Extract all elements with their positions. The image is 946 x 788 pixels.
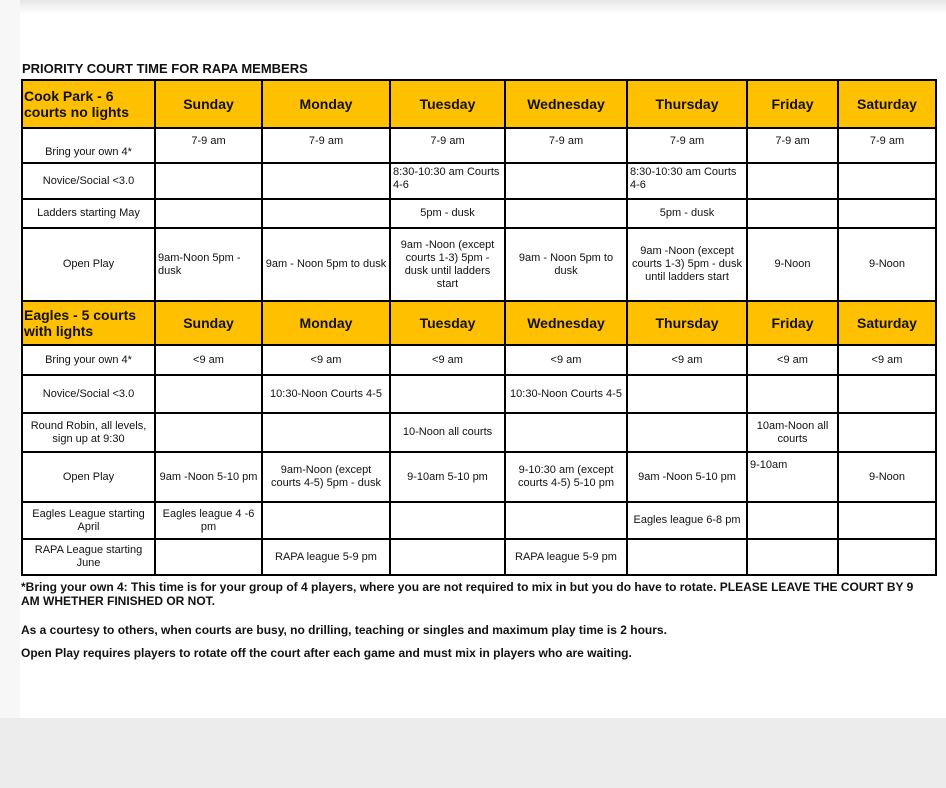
- cook-row-byo4: [22, 128, 936, 163]
- schedule-cell: [390, 539, 505, 575]
- eagles-row-novice: [22, 375, 936, 413]
- schedule-cell: 10:30-Noon Courts 4-5: [505, 375, 627, 413]
- schedule-cell: 9am -Noon 5-10 pm: [155, 452, 262, 502]
- schedule-cell: 9am -Noon 5-10 pm: [627, 452, 747, 502]
- schedule-cell: [155, 163, 262, 199]
- schedule-cell: 9am -Noon (except courts 1-3) 5pm - dusk until ladders start: [390, 228, 505, 301]
- schedule-cell: [747, 163, 838, 199]
- schedule-cell: [838, 375, 936, 413]
- cook-day-friday: Friday: [747, 80, 838, 128]
- schedule-cell: [262, 199, 390, 228]
- schedule-cell: 5pm - dusk: [627, 199, 747, 228]
- eagles-day-wednesday: Wednesday: [505, 301, 627, 345]
- schedule-cell: 10:30-Noon Courts 4-5: [262, 375, 390, 413]
- eagles-day-friday: Friday: [747, 301, 838, 345]
- schedule-cell: 9am-Noon (except courts 4-5) 5pm - dusk: [262, 452, 390, 502]
- schedule-cell: [838, 413, 936, 452]
- schedule-cell: 10-Noon all courts: [390, 413, 505, 452]
- eagles-header-row: [22, 301, 936, 345]
- left-margin: [0, 0, 20, 718]
- cook-row-open-play: [22, 228, 936, 301]
- cook-day-wednesday: Wednesday: [505, 80, 627, 128]
- row-label: Round Robin, all levels, sign up at 9:30: [22, 413, 155, 452]
- schedule-cell: [155, 199, 262, 228]
- eagles-row-round-robin: [22, 413, 936, 452]
- eagles-row-rapa-league: [22, 539, 936, 575]
- schedule-cell: <9 am: [747, 345, 838, 375]
- schedule-cell: RAPA league 5-9 pm: [262, 539, 390, 575]
- cook-day-thursday: Thursday: [627, 80, 747, 128]
- schedule-cell: 7-9 am: [390, 128, 505, 163]
- row-label: Bring your own 4*: [22, 128, 155, 163]
- cook-row-ladders: [22, 199, 936, 228]
- eagles-row-open-play: [22, 452, 936, 502]
- cook-day-sunday: Sunday: [155, 80, 262, 128]
- schedule-cell: [747, 502, 838, 539]
- schedule-cell: [747, 199, 838, 228]
- schedule-cell: Eagles league 4 -6 pm: [155, 502, 262, 539]
- schedule-cell: <9 am: [390, 345, 505, 375]
- note-courtesy: As a courtesy to others, when courts are busy, no drilling, teaching or singles and maximum play time is 2 hours.: [21, 623, 667, 637]
- schedule-cell: 7-9 am: [262, 128, 390, 163]
- note-open-play: Open Play requires players to rotate off the court after each game and must mix in players who are waiting.: [21, 646, 632, 660]
- schedule-cell: [390, 375, 505, 413]
- eagles-location: Eagles - 5 courts with lights: [22, 301, 155, 345]
- eagles-day-sunday: Sunday: [155, 301, 262, 345]
- eagles-day-saturday: Saturday: [838, 301, 936, 345]
- schedule-cell: 8:30-10:30 am Courts 4-6: [390, 163, 505, 199]
- schedule-cell: 9-Noon: [838, 228, 936, 301]
- top-shadow: [0, 0, 946, 14]
- schedule-cell: [838, 163, 936, 199]
- schedule-cell: 7-9 am: [627, 128, 747, 163]
- schedule-cell: [155, 539, 262, 575]
- schedule-cell: [505, 502, 627, 539]
- eagles-row-eagles-league: [22, 502, 936, 539]
- schedule-cell: 9-10am 5-10 pm: [390, 452, 505, 502]
- schedule-cell: [155, 375, 262, 413]
- schedule-cell: [155, 413, 262, 452]
- cook-location: Cook Park - 6 courts no lights: [22, 80, 155, 128]
- row-label: Novice/Social <3.0: [22, 163, 155, 199]
- schedule-cell: 9-10am: [747, 452, 838, 502]
- footnote-byo4: [21, 580, 921, 608]
- schedule-cell: 7-9 am: [505, 128, 627, 163]
- cook-day-tuesday: Tuesday: [390, 80, 505, 128]
- schedule-cell: [838, 502, 936, 539]
- row-label: Open Play: [22, 452, 155, 502]
- row-label: Ladders starting May: [22, 199, 155, 228]
- cook-day-saturday: Saturday: [838, 80, 936, 128]
- cook-day-monday: Monday: [262, 80, 390, 128]
- row-label: Novice/Social <3.0: [22, 375, 155, 413]
- schedule-cell: 9am-Noon 5pm - dusk: [155, 228, 262, 301]
- schedule-cell: [390, 502, 505, 539]
- footnote-byo4-text: *Bring your own 4: This time is for your group of 4 players, where you are not required to mix in but you do have to rotate. PLEASE LEAVE THE COURT BY 9 AM WHETHER FINISHED OR NOT.: [21, 580, 914, 608]
- schedule-cell: 5pm - dusk: [390, 199, 505, 228]
- schedule-cell: Eagles league 6-8 pm: [627, 502, 747, 539]
- schedule-cell: <9 am: [505, 345, 627, 375]
- schedule-cell: [747, 539, 838, 575]
- schedule-cell: 9am -Noon (except courts 1-3) 5pm - dusk until ladders start: [627, 228, 747, 301]
- schedule-cell: [262, 502, 390, 539]
- schedule-cell: [505, 163, 627, 199]
- row-label: Eagles League starting April: [22, 502, 155, 539]
- row-label: Bring your own 4*: [22, 345, 155, 375]
- schedule-cell: 7-9 am: [155, 128, 262, 163]
- schedule-cell: 10am-Noon all courts: [747, 413, 838, 452]
- schedule-cell: RAPA league 5-9 pm: [505, 539, 627, 575]
- schedule-cell: <9 am: [155, 345, 262, 375]
- schedule-cell: [627, 375, 747, 413]
- schedule-cell: [627, 539, 747, 575]
- schedule-cell: 7-9 am: [838, 128, 936, 163]
- schedule-cell: 9-Noon: [838, 452, 936, 502]
- schedule-cell: [838, 539, 936, 575]
- page-title: PRIORITY COURT TIME FOR RAPA MEMBERS: [22, 61, 308, 76]
- schedule-cell: 9am - Noon 5pm to dusk: [505, 228, 627, 301]
- schedule-cell: 8:30-10:30 am Courts 4-6: [627, 163, 747, 199]
- schedule-cell: [627, 413, 747, 452]
- schedule-cell: 7-9 am: [747, 128, 838, 163]
- schedule-cell: [262, 163, 390, 199]
- schedule-cell: 9-Noon: [747, 228, 838, 301]
- eagles-day-tuesday: Tuesday: [390, 301, 505, 345]
- schedule-cell: 9-10:30 am (except courts 4-5) 5-10 pm: [505, 452, 627, 502]
- cook-row-novice: [22, 163, 936, 199]
- eagles-day-thursday: Thursday: [627, 301, 747, 345]
- schedule-cell: <9 am: [627, 345, 747, 375]
- schedule-cell: [747, 375, 838, 413]
- schedule-cell: <9 am: [262, 345, 390, 375]
- schedule-cell: 9am - Noon 5pm to dusk: [262, 228, 390, 301]
- schedule-cell: [505, 413, 627, 452]
- eagles-day-monday: Monday: [262, 301, 390, 345]
- schedule-cell: [262, 413, 390, 452]
- schedule-table: [21, 79, 937, 576]
- schedule-cell: [505, 199, 627, 228]
- row-label: Open Play: [22, 228, 155, 301]
- schedule-cell: <9 am: [838, 345, 936, 375]
- cook-header-row: [22, 80, 936, 128]
- eagles-row-byo4: [22, 345, 936, 375]
- schedule-cell: [838, 199, 936, 228]
- row-label: RAPA League starting June: [22, 539, 155, 575]
